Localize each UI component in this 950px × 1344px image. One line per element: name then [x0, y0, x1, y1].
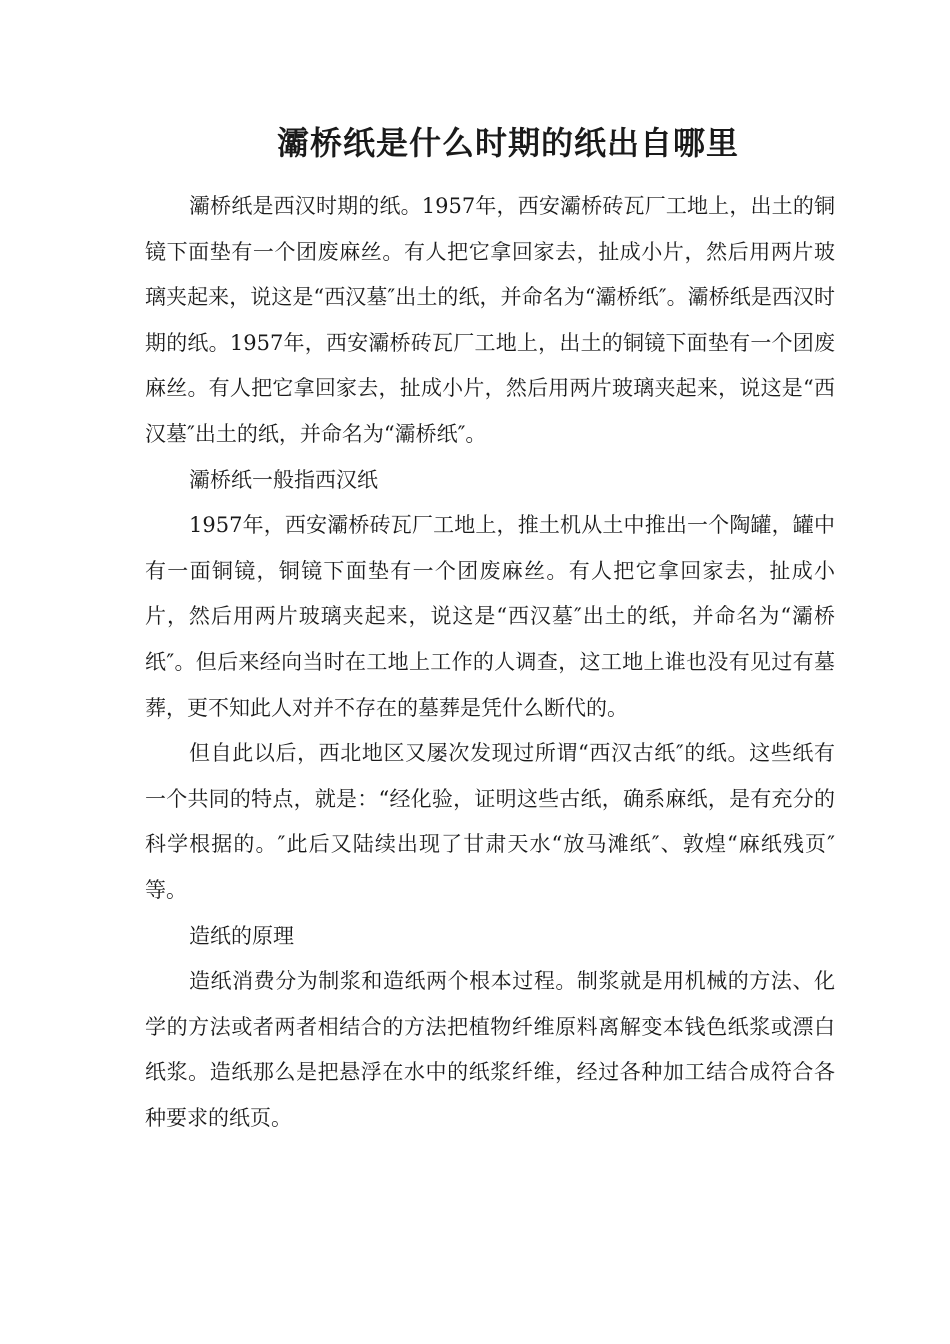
paragraph: 造纸消费分为制浆和造纸两个根本过程。制浆就是用机械的方法、化学的方法或者两者相结合的方法把植物纤维原料离解变本钱色纸浆或漂白纸浆。造纸那么是把悬浮在水中的纸浆纤维，经过各种加工结合成符合各种要求的纸页。 [145, 969, 835, 1130]
document-body [145, 184, 835, 1141]
paragraph: 造纸的原理 [189, 923, 294, 948]
paragraph: 灞桥纸一般指西汉纸 [189, 467, 378, 492]
document-title: 灞桥纸是什么时期的纸出自哪里 [276, 124, 739, 162]
paragraph: 但自此以后，西北地区又屡次发现过所谓“西汉古纸″的纸。这些纸有一个共同的特点，就是：“经化验，证明这些古纸，确系麻纸，是有充分的科学根据的。″此后又陆续出现了甘肃天水“放马滩纸″、敦煌“麻纸残页″等。 [145, 741, 835, 902]
paragraph: 灞桥纸是西汉时期的纸。1957年，西安灞桥砖瓦厂工地上，出土的铜镜下面垫有一个团废麻丝。有人把它拿回家去，扯成小片，然后用两片玻璃夹起来，说这是“西汉墓″出土的纸，并命名为“灞桥纸″。灞桥纸是西汉时期的纸。1957年，西安灞桥砖瓦厂工地上，出土的铜镜下面垫有一个团废麻丝。有人把它拿回家去，扯成小片，然后用两片玻璃夹起来，说这是“西汉墓″出土的纸，并命名为“灞桥纸″。 [145, 194, 835, 446]
paragraph: 1957年，西安灞桥砖瓦厂工地上，推土机从土中推出一个陶罐，罐中有一面铜镜，铜镜下面垫有一个团废麻丝。有人把它拿回家去，扯成小片，然后用两片玻璃夹起来，说这是“西汉墓″出土的纸，并命名为“灞桥纸″。但后来经向当时在工地上工作的人调查，这工地上谁也没有见过有墓葬，更不知此人对并不存在的墓葬是凭什么断代的。 [145, 513, 835, 720]
